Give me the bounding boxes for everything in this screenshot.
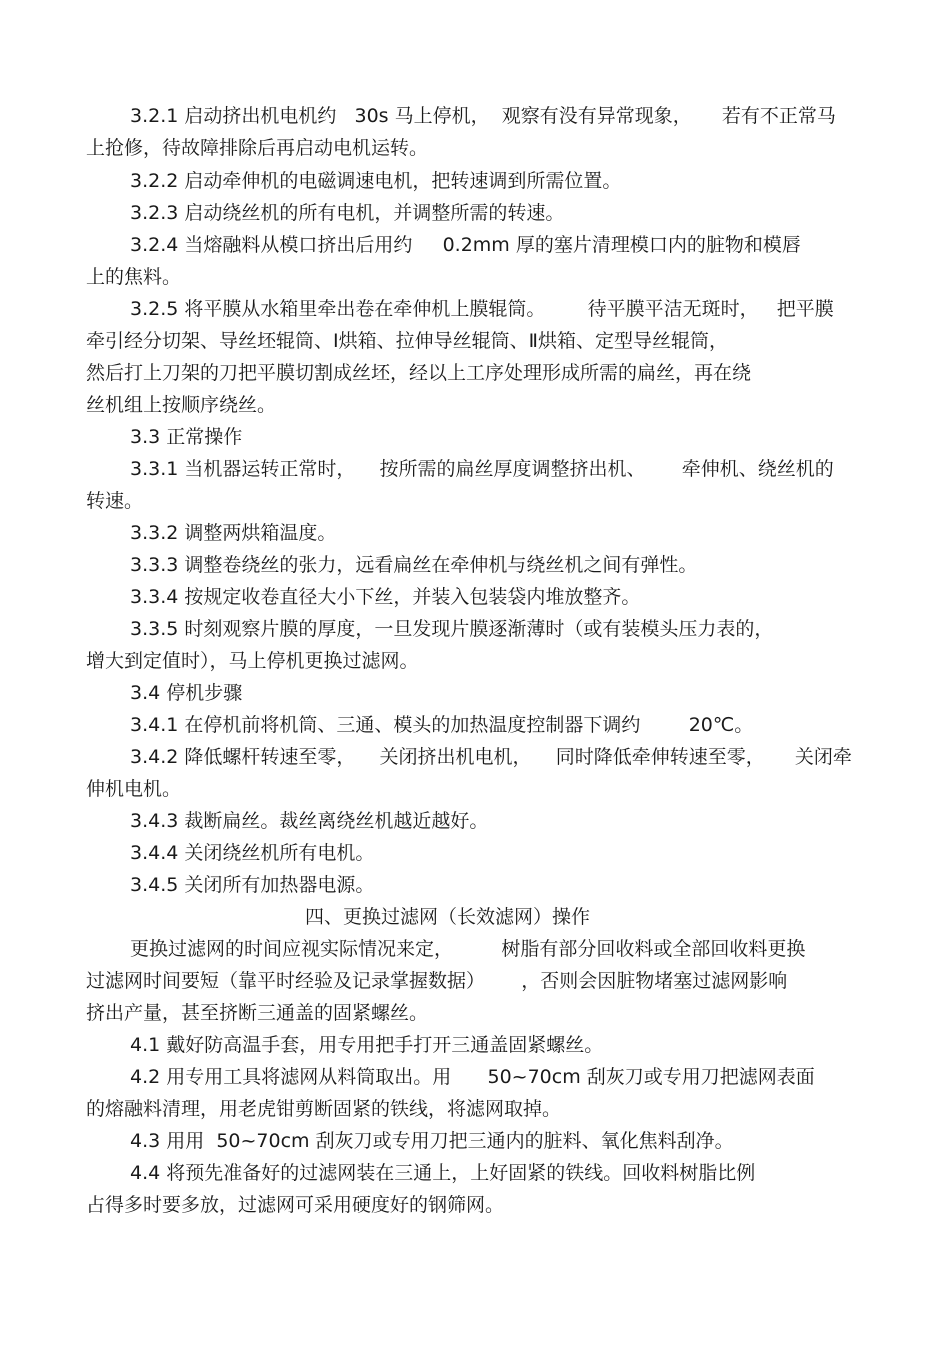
text-line: 然后打上刀架的刀把平膜切割成丝坯，经以上工序处理形成所需的扁丝，再在绕 [86,362,752,384]
section-heading: 3.3 正常操作 [130,426,243,448]
text-line: 转速。 [86,490,144,512]
text-line: 3.4.2 降低螺杆转速至零， 关闭挤出机电机， 同时降低牵伸转速至零， 关闭牵 [130,746,852,768]
text-line: 增大到定值时），马上停机更换过滤网。 [86,650,419,672]
text-line: 4.3 用用 50~70cm 刮灰刀或专用刀把三通内的脏料、氧化焦料刮净。 [130,1130,734,1152]
text-line: 更换过滤网的时间应视实际情况来定， 树脂有部分回收料或全部回收料更换 [130,938,806,960]
text-line: 3.2.5 将平膜从水箱里牵出卷在牵伸机上膜辊筒。 待平膜平洁无斑时， 把平膜 [130,298,834,320]
text-line: 3.3.3 调整卷绕丝的张力，远看扁丝在牵伸机与绕丝机之间有弹性。 [130,554,698,576]
text-line: 3.2.2 启动牵伸机的电磁调速电机，把转速调到所需位置。 [130,170,622,192]
text-line: 3.3.2 调整两烘箱温度。 [130,522,337,544]
text-line: 3.4.1 在停机前将机筒、三通、模头的加热温度控制器下调约 20℃。 [130,714,754,736]
text-line: 4.2 用专用工具将滤网从料筒取出。用 50~70cm 刮灰刀或专用刀把滤网表面 [130,1066,815,1088]
text-line: 牵引经分切架、导丝坯辊筒、Ⅰ烘箱、拉伸导丝辊筒、Ⅱ烘箱、定型导丝辊筒， [86,330,728,352]
text-line: 3.2.1 启动挤出机电机约 30s 马上停机， 观察有没有异常现象， 若有不正常马 [130,105,836,127]
section-heading: 3.4 停机步骤 [130,682,243,704]
text-line: 3.3.5 时刻观察片膜的厚度，一旦发现片膜逐渐薄时（或有装模头压力表的， [130,618,774,640]
text-line: 4.1 戴好防高温手套，用专用把手打开三通盖固紧螺丝。 [130,1034,604,1056]
text-line: 占得多时要多放，过滤网可采用硬度好的钢筛网。 [86,1194,505,1216]
text-line: 4.4 将预先准备好的过滤网装在三通上，上好固紧的铁线。回收料树脂比例 [130,1162,756,1184]
text-line: 挤出产量，甚至挤断三通盖的固紧螺丝。 [86,1002,429,1024]
text-line: 过滤网时间要短（靠平时经验及记录掌握数据） ，否则会因脏物堵塞过滤网影响 [86,970,788,992]
chapter-heading: 四、更换过滤网（长效滤网）操作 [305,906,591,928]
text-line: 3.2.4 当熔融料从模口挤出后用约 0.2mm 厚的塞片清理模口内的脏物和模唇 [130,234,801,256]
text-line: 3.4.5 关闭所有加热器电源。 [130,874,375,896]
text-line: 3.4.3 裁断扁丝。裁丝离绕丝机越近越好。 [130,810,489,832]
text-line: 伸机电机。 [86,778,182,800]
text-line: 的熔融料清理，用老虎钳剪断固紧的铁线，将滤网取掉。 [86,1098,562,1120]
text-line: 3.2.3 启动绕丝机的所有电机，并调整所需的转速。 [130,202,565,224]
text-line: 3.3.4 按规定收卷直径大小下丝，并装入包装袋内堆放整齐。 [130,586,641,608]
text-line: 3.3.1 当机器运转正常时， 按所需的扁丝厚度调整挤出机、 牵伸机、绕丝机的 [130,458,834,480]
text-line: 上抢修，待故障排除后再启动电机运转。 [86,137,429,159]
text-line: 3.4.4 关闭绕丝机所有电机。 [130,842,375,864]
text-line: 上的焦料。 [86,266,182,288]
text-line: 丝机组上按顺序绕丝。 [86,394,277,416]
